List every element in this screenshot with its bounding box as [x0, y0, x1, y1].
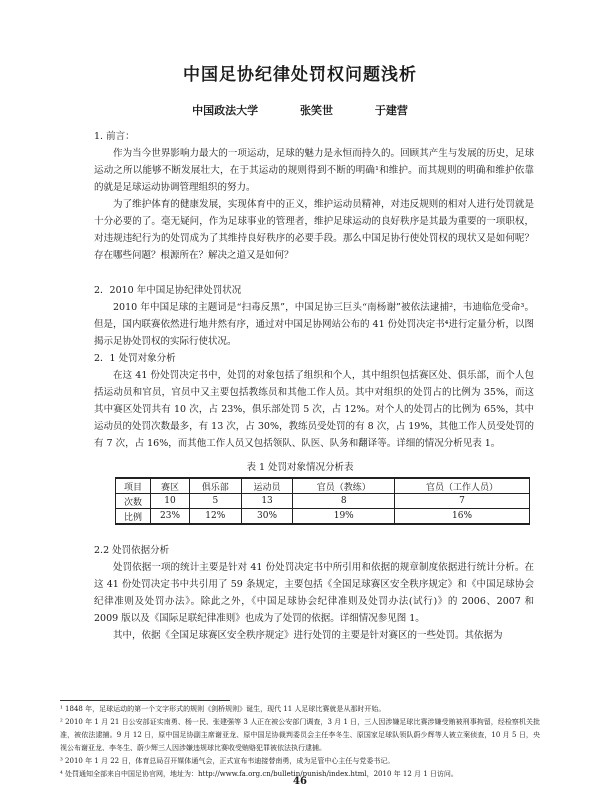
footnote-4: ⁴ 处罚通知全部来自中国足协官网，地址为：http://www.fa.org.cn/bulletin/punish/index.html，2010 年 12 月 1 日访问。	[60, 770, 458, 778]
table-cell: 5	[189, 494, 241, 509]
footnote-3: ³ 2010 年 1 月 22 日，体育总局召开媒体通气会，正式宣布韦迪接替南勇，成为足管中心主任与党委书记。	[60, 757, 395, 765]
section22-paragraph-1: 处罚依据一项的统计主要是针对 41 份处罚决定书中所引用和依据的规章制度依据进行统计分析。在这 41 份处罚决定书中共引用了 59 条规定，主要包括《全国足球赛区安全秩序规定》和《中国足球协会纪律准则及处罚办法》。除此之外，《中国足球协会纪律准则及处罚办法(试行)》的 2006、2007 和 2009 版以及《国际足联纪律准则》也成为了处罚的依据。详细情况参见图 1。	[94, 562, 534, 624]
intro-paragraph-2: 为了维护体育的健康发展，实现体育中的正义，维护运动员精神，对违反规则的相对人进行处罚就是十分必要的了。毫无疑问，作为足球事业的管理者，维护足球运动的良好秩序是其最为重要的一项职权，对违规违纪行为的处罚成为了其维持良好秩序的必要手段。那么中国足协行使处罚权的现状又是如何呢？存在哪些问题？根源所在？解决之道又是如何？	[94, 199, 534, 261]
section-2010	[94, 282, 534, 452]
table-cell: 10	[151, 494, 190, 509]
intro-paragraph-1: 作为当今世界影响力最大的一项运动，足球的魅力是永恒而持久的。回顾其产生与发展的历史，足球运动之所以能够不断发展壮大，在于其运动的规则得到不断的明确¹和维护。而其规则的明确和维护依靠的就是足球运动协调管理组织的努力。	[94, 148, 534, 193]
footnotes	[60, 703, 540, 781]
table-header-cell: 官员（工作人员）	[395, 478, 530, 494]
section-heading-2-1: 2．1 处罚对象分析	[94, 353, 176, 364]
table-header-cell: 官员（教练）	[293, 478, 395, 494]
section2-paragraph-1: 2010 年中国足球的主题词是“扫毒反黑”，中国足协三巨头“南杨谢”被依法逮捕²，韦迪临危受命³。但是，国内联赛依然进行地井然有序，通过对中国足协网站公布的 41 份处罚决定书⁴进行定量分析，以图揭示足协处罚权的实际行使状况。	[94, 302, 534, 347]
section-intro	[94, 128, 534, 264]
section-heading-2-2: 2.2 处罚依据分析	[94, 545, 170, 556]
footnote-1: ¹ 1848 年，足球运动的第一个文字形式的规则《剑桥规则》诞生，现代 11 人足球比赛就是从那时开始。	[60, 705, 386, 713]
table-header-cell: 项目	[116, 478, 151, 494]
table-cell: 23%	[151, 509, 190, 525]
page-number: 46	[293, 776, 307, 787]
table-cell: 13	[241, 494, 293, 509]
table-row-label: 次数	[116, 494, 151, 509]
table-cell: 16%	[395, 509, 530, 525]
table-header-cell: 赛区	[151, 478, 190, 494]
section-heading-2010: 2．2010 年中国足协纪律处罚状况	[94, 285, 242, 296]
section-heading-intro: 1. 前言：	[94, 131, 135, 142]
table-cell: 12%	[189, 509, 241, 525]
table-cell: 7	[395, 494, 530, 509]
author-line	[0, 102, 600, 118]
table-caption: 表 1 处罚对象情况分析表	[246, 462, 354, 473]
punishment-table	[115, 477, 530, 525]
table-header-cell: 运动员	[241, 478, 293, 494]
footnote-2: ² 2010 年 1 月 21 日公安部证实南勇、杨一民、张建强等 3 人正在被公安部门调查，3 月 1 日，三人因涉嫌足球比赛涉嫌受贿被刑事拘留，经检察机关批准，被依法逮捕。9 月 12 日，原中国足协副主席谢亚龙、原中国足协裁判委员会主任李冬生、原国家足球队领队蔚少辉等人被立案侦查，10 月 5 日，央视公布谢亚龙、李冬生、蔚少辉三人因涉嫌违规球比赛收受贿赂犯罪被依法执行逮捕。	[60, 718, 540, 752]
table-header-row	[116, 478, 530, 494]
paper-title: 中国足协纪律处罚权问题浅析	[183, 65, 417, 85]
table-row	[116, 494, 530, 509]
section21-paragraph-1: 在这 41 份处罚决定书中，处罚的对象包括了组织和个人，其中组织包括赛区处、俱乐部，而个人包括运动员和官员，官员中又主要包括教练员和其他工作人员。其中对组织的处罚占的比例为 35%，而这其中赛区处罚共有 10 次，占 23%，俱乐部处罚 5 次，占 12%。对个人的处罚占的比例为 65%，其中运动员的处罚次数最多，有 13 次，占 30%，教练员受处罚的有 8 次，占 19%，其他工作人员受处罚的有 7 次，占 16%，而其他工作人员又包括领队、队医、队务和翻译等。详细的情况分析见表 1。	[94, 370, 534, 449]
table-row	[116, 509, 530, 525]
table-cell: 8	[293, 494, 395, 509]
table-row-label: 比例	[116, 509, 151, 525]
author-name-1: 张笑世	[300, 104, 333, 117]
table-cell: 30%	[241, 509, 293, 525]
table-cell: 19%	[293, 509, 395, 525]
author-affiliation: 中国政法大学	[192, 104, 259, 117]
section22-paragraph-2: 其中，依据《全国足球赛区安全秩序规定》进行处罚的主要是针对赛区的一些处罚。其依据为	[113, 630, 503, 641]
section-2-2	[94, 542, 534, 644]
table-header-cell: 俱乐部	[189, 478, 241, 494]
author-name-2: 于建营	[374, 104, 408, 117]
footnote-divider	[60, 700, 230, 701]
